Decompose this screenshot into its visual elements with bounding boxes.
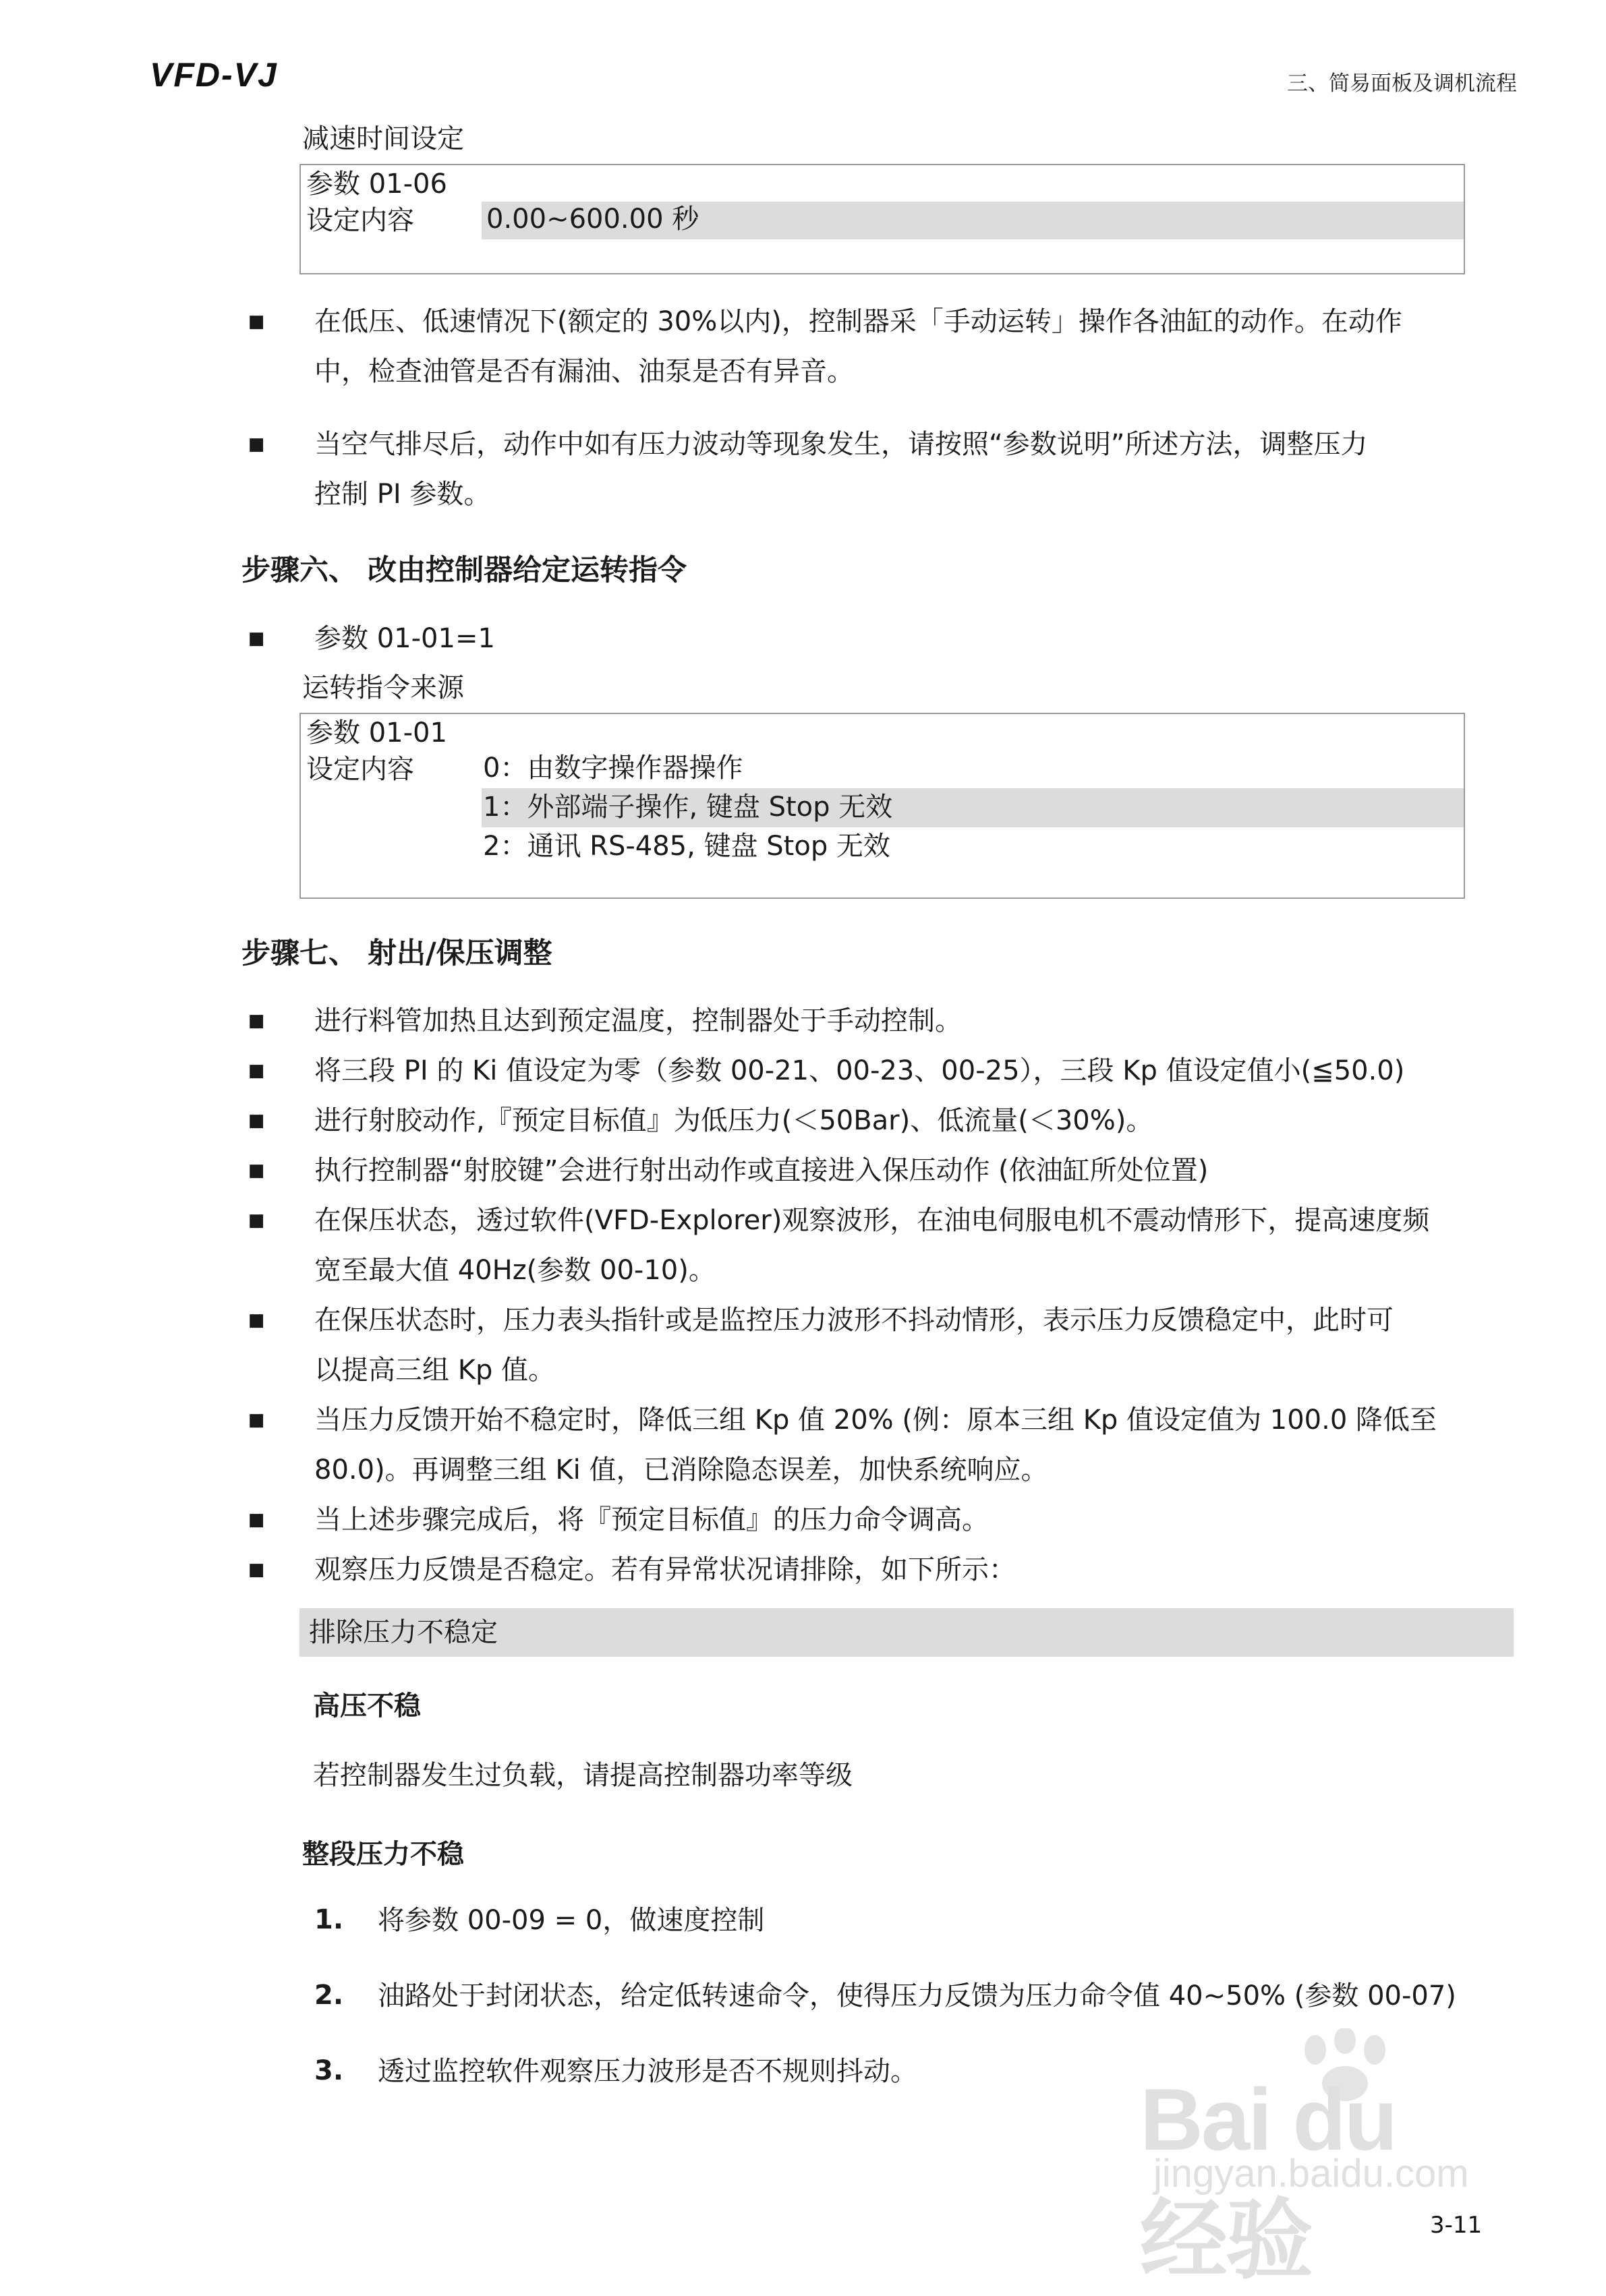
paragraph: 当压力反馈开始不稳定时，降低三组 Kp 值 20% (例：原本三组 Kp 值设定值为 100.0 降低至 80.0)。再调整三组 Ki 值，已消除隐态误差，加快系统响应。 [314,1405,1437,1485]
paragraph: 当上述步骤完成后，将『预定目标值』的压力命令调高。 [314,1504,989,1535]
paragraph: 当空气排尽后，动作中如有压力波动等现象发生，请按照“参数说明”所述方法，调整压力 控制 PI 参数。 [314,429,1368,510]
run-source-option: 2：通讯 RS-485, 键盘 Stop 无效 [483,831,890,862]
run-source-param-id: 参数 01-01 [306,717,447,748]
watermark-brand: Bai du 经验 [1140,2070,1396,2289]
run-source-option: 1：外部端子操作, 键盘 Stop 无效 [483,792,893,823]
decel-param-box [299,164,1465,274]
paragraph: 观察压力反馈是否稳定。若有异常状况请排除，如下所示： [314,1554,1016,1585]
bullet-icon: ■ [248,1210,265,1231]
bullet-icon: ■ [248,1510,265,1530]
high-pressure-text: 若控制器发生过负载，请提高控制器功率等级 [313,1760,853,1791]
section-title: 三、简易面板及调机流程 [1287,71,1517,96]
bullet-icon: ■ [248,1011,265,1031]
page-number: 3-11 [1430,2212,1483,2239]
paragraph: 将三段 PI 的 Ki 值设定为零（参数 00-21、00-23、00-25），三段 Kp 值设定值小(≦50.0) [314,1055,1405,1086]
step-text: 透过监控软件观察压力波形是否不规则抖动。 [378,2056,917,2087]
decel-param-id: 参数 01-06 [306,169,447,200]
decel-setting-label: 设定内容 [306,205,414,236]
step-number: 2. [314,1980,344,2011]
paragraph: 进行射胶动作,『预定目标值』为低压力(＜50Bar)、低流量(＜30%)。 [314,1105,1153,1136]
bullet-icon: ■ [248,1061,265,1081]
step-text: 油路处于封闭状态，给定低转速命令，使得压力反馈为压力命令值 40~50% (参数 00-07) [378,1980,1456,2011]
bullet-icon: ■ [248,1560,265,1580]
bullet-icon: ■ [248,1410,265,1430]
paragraph: 执行控制器“射胶键”会进行射出动作或直接进入保压动作 (依油缸所处位置) [314,1155,1209,1186]
step6-heading: 步骤六、 改由控制器给定运转指令 [241,554,687,587]
bullet-icon: ■ [248,1160,265,1181]
bullet-icon: ■ [248,1111,265,1131]
run-source-option: 0：由数字操作器操作 [483,753,743,784]
step6-bullet: 参数 01-01=1 [314,623,495,654]
bullet-icon: ■ [248,628,265,649]
bullet-icon: ■ [248,434,265,454]
paragraph: 在低压、低速情况下(额定的 30%以内)，控制器采「手动运转」操作各油缸的动作。在动作 中，检查油管是否有漏油、油泵是否有异音。 [314,306,1402,387]
whole-pressure-title: 整段压力不稳 [302,1839,464,1870]
decel-title: 减速时间设定 [302,123,464,154]
step-number: 3. [314,2055,344,2086]
step7-heading: 步骤七、 射出/保压调整 [241,937,552,970]
paragraph: 进行料管加热且达到预定温度，控制器处于手动控制。 [314,1005,962,1036]
run-source-setting-label: 设定内容 [306,754,414,785]
bullet-icon: ■ [248,312,265,332]
paragraph: 在保压状态，透过软件(VFD-Explorer)观察波形，在油电伺服电机不震动情形下，提高速度频 宽至最大值 40Hz(参数 00-10)。 [314,1205,1430,1286]
watermark-url: jingyan.baidu.com [1153,2152,1469,2196]
paragraph: 在保压状态时，压力表头指针或是监控压力波形不抖动情形，表示压力反馈稳定中，此时可 以提高三组 Kp 值。 [314,1305,1394,1386]
decel-setting-value: 0.00~600.00 秒 [486,204,699,235]
troubleshoot-banner-text: 排除压力不稳定 [309,1617,498,1648]
troubleshoot-banner [299,1608,1514,1657]
step-number: 1. [314,1904,344,1935]
vfd-vj-logo: VFD-VJ [150,56,278,94]
high-pressure-title: 高压不稳 [313,1690,421,1721]
step-text: 将参数 00-09 = 0，做速度控制 [378,1905,765,1936]
run-source-param-box [299,713,1465,899]
bullet-icon: ■ [248,1310,265,1330]
step6-subtitle: 运转指令来源 [302,672,464,703]
